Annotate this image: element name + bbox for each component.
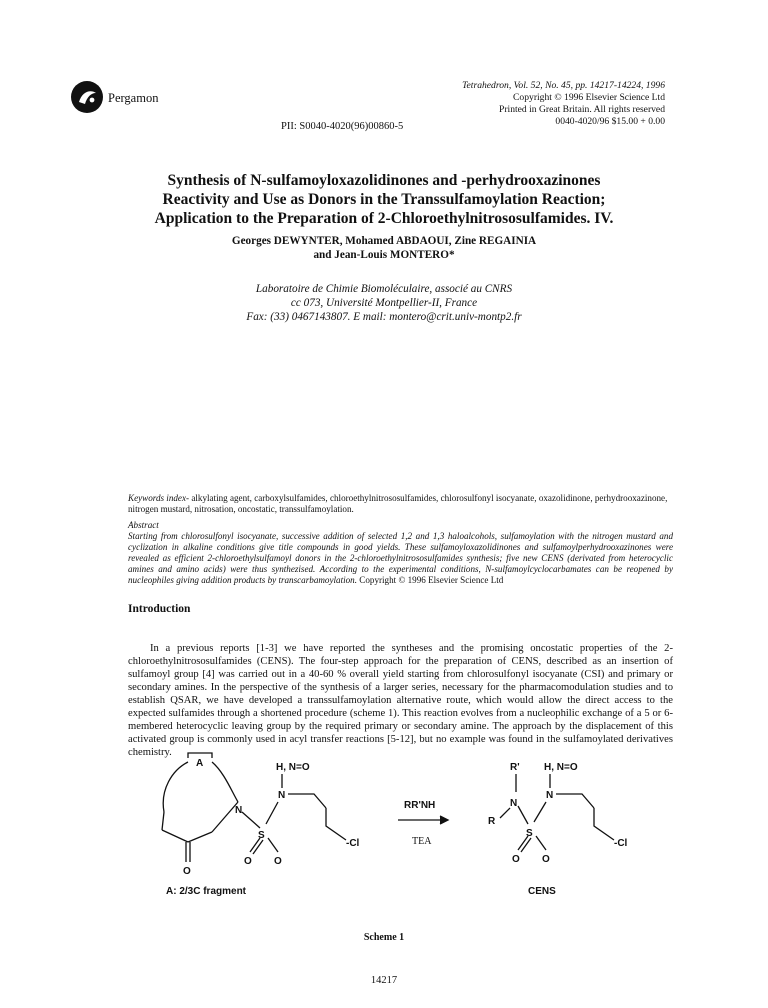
chain-bond xyxy=(326,808,346,840)
journal-line: Printed in Great Britain. All rights reserved xyxy=(499,104,665,115)
atom-label: O xyxy=(542,854,550,865)
title-line: Reactivity and Use as Donors in the Transsulfamoylation Reaction; xyxy=(162,191,606,208)
substituent-label: R xyxy=(488,816,496,827)
journal-line: Tetrahedron, Vol. 52, No. 45, pp. 14217-14224, 1996 xyxy=(462,80,665,91)
atom-label: N xyxy=(278,790,286,801)
affiliation-line: Fax: (33) 0467143807. E mail: montero@crit.univ-montp2.fr xyxy=(246,311,522,323)
atom-label: O xyxy=(183,866,191,877)
journal-line: 0040-4020/96 $15.00 + 0.00 xyxy=(555,116,665,127)
atom-label: -Cl xyxy=(614,838,628,849)
carbonyl-bond xyxy=(186,842,190,862)
abstract-block xyxy=(128,520,673,586)
author-line: and Jean-Louis MONTERO* xyxy=(313,249,455,261)
atom-label: S xyxy=(526,828,533,839)
keywords-label: Keywords index- xyxy=(128,493,190,503)
compound-label: CENS xyxy=(528,886,556,897)
affiliation xyxy=(60,282,708,324)
s-o-bond xyxy=(268,838,278,852)
atom-label: N xyxy=(510,798,518,809)
substituent-label: H, N=O xyxy=(276,762,310,773)
abstract-text: Starting from chlorosulfonyl isocyanate, successive addition of selected 1,2 and 1,3 haloalcohols, sulfamoylation with the nitrogen mustard and cyclization in alkaline conditions give title compounds in good yields. These sulfamoyloxazolidinones and sulfamoylperhydrooxazinones were revealed as efficient 2-chloroethylsulfamoyl donors in the 2-chloroethylnitrososulfamides synthesis; five new CENS (derivated from heterocyclic amines and amino acids) were thus synthezised. According to the experimental conditions, N-sulfamoylcyclocarbamates can be reopened by nucleophiles giving addition products by transcarbamoylation. xyxy=(128,531,673,585)
n-s-bond xyxy=(242,812,260,828)
abstract-copyright: Copyright © 1996 Elsevier Science Ltd xyxy=(359,575,504,585)
ring-bond xyxy=(163,762,188,812)
abstract-label: Abstract xyxy=(128,520,159,530)
keywords-block xyxy=(128,493,673,515)
atom-label: O xyxy=(512,854,520,865)
n-s-bond xyxy=(518,806,528,824)
atom-label: -Cl xyxy=(346,838,360,849)
journal-line: Copyright © 1996 Elsevier Science Ltd xyxy=(513,92,665,103)
pergamon-logo-icon xyxy=(70,80,104,114)
atom-label: O xyxy=(274,856,282,867)
ring-bond xyxy=(162,812,164,830)
affiliation-line: Laboratoire de Chimie Biomoléculaire, associé au CNRS xyxy=(255,283,513,295)
n-chain-bond xyxy=(556,794,594,808)
chain-bond xyxy=(594,808,614,840)
publisher-name: Pergamon xyxy=(108,91,159,105)
substituent-label: H, N=O xyxy=(544,762,578,773)
reagent-label: RR'NH xyxy=(404,800,436,811)
base-label: TEA xyxy=(412,836,432,847)
author-line: Georges DEWYNTER, Mohamed ABDAOUI, Zine REGAINIA xyxy=(231,235,537,247)
intro-paragraph: In a previous reports [1-3] we have reported the syntheses and the promising oncostatic properties of the 2-chloroethylnitrososulfamides (CENS). The four-step approach for the preparation of CENS, described as an insertion of sulfamoyl group [4] was carried out in a 40-60 % overall yield starting from chlorosulfonyl isocyanate (CSI) and primary or secondary amines. In the perspective of the synthesis of a larger series, necessary for the pharmacomodulation studies and to establish QSAR, we have developed a transsulfamoylation alternative route, which would allow the direct access to the expected sulfamides through a shortened procedure (scheme 1). This reaction evolves from a nucleophilic exchange of a 5 or 6-membered heterocyclic leaving group by the required primary or secondary amine. The approach by the displacement of this activated group is commonly used in acyl transfer reactions [5-12], but no example was found in the sulfamoylated derivatives chemistry. xyxy=(128,643,673,758)
journal-citation xyxy=(375,80,665,128)
s-n-bond xyxy=(266,802,278,824)
ring-bond xyxy=(188,832,212,842)
s-n-bond xyxy=(534,802,546,822)
s-o-bond xyxy=(536,836,546,850)
atom-label: S xyxy=(258,830,265,841)
keywords-text: alkylating agent, carboxylsulfamides, chloroethylnitrososulfamides, chlorosulfonyl isocyanate, oxazolidinone, perhydrooxazinone, nitrogen mustard, nitrosation, oncostatic, transsulfamoylation. xyxy=(128,493,668,514)
atom-label: N xyxy=(546,790,554,801)
n-chain-bond xyxy=(288,794,326,808)
section-heading: Introduction xyxy=(128,603,191,615)
page-number: 14217 xyxy=(370,975,398,986)
abstract-text-wrap xyxy=(128,531,673,586)
title-line: Synthesis of N-sulfamoyloxazolidinones and -perhydrooxazinones xyxy=(167,172,601,189)
author-list xyxy=(60,234,708,262)
title-line: Application to the Preparation of 2-Chloroethylnitrososulfamides. IV. xyxy=(154,210,614,227)
reaction-scheme xyxy=(150,750,670,925)
paper-title xyxy=(60,171,708,228)
atom-label: O xyxy=(244,856,252,867)
scheme-caption: Scheme 1 xyxy=(363,932,405,943)
r-n-bond xyxy=(500,808,510,818)
substituent-label: R' xyxy=(510,762,520,773)
ring-bond xyxy=(212,762,238,802)
arrow-head xyxy=(440,816,448,824)
ring-bond xyxy=(162,830,188,842)
affiliation-line: cc 073, Université Montpellier-II, France xyxy=(290,297,478,309)
ring-fragment-label: A xyxy=(196,758,204,769)
pii-identifier: PII: S0040-4020(96)00860-5 xyxy=(281,121,404,132)
atom-label: N xyxy=(235,805,243,816)
compound-label: A: 2/3C fragment xyxy=(166,886,247,897)
